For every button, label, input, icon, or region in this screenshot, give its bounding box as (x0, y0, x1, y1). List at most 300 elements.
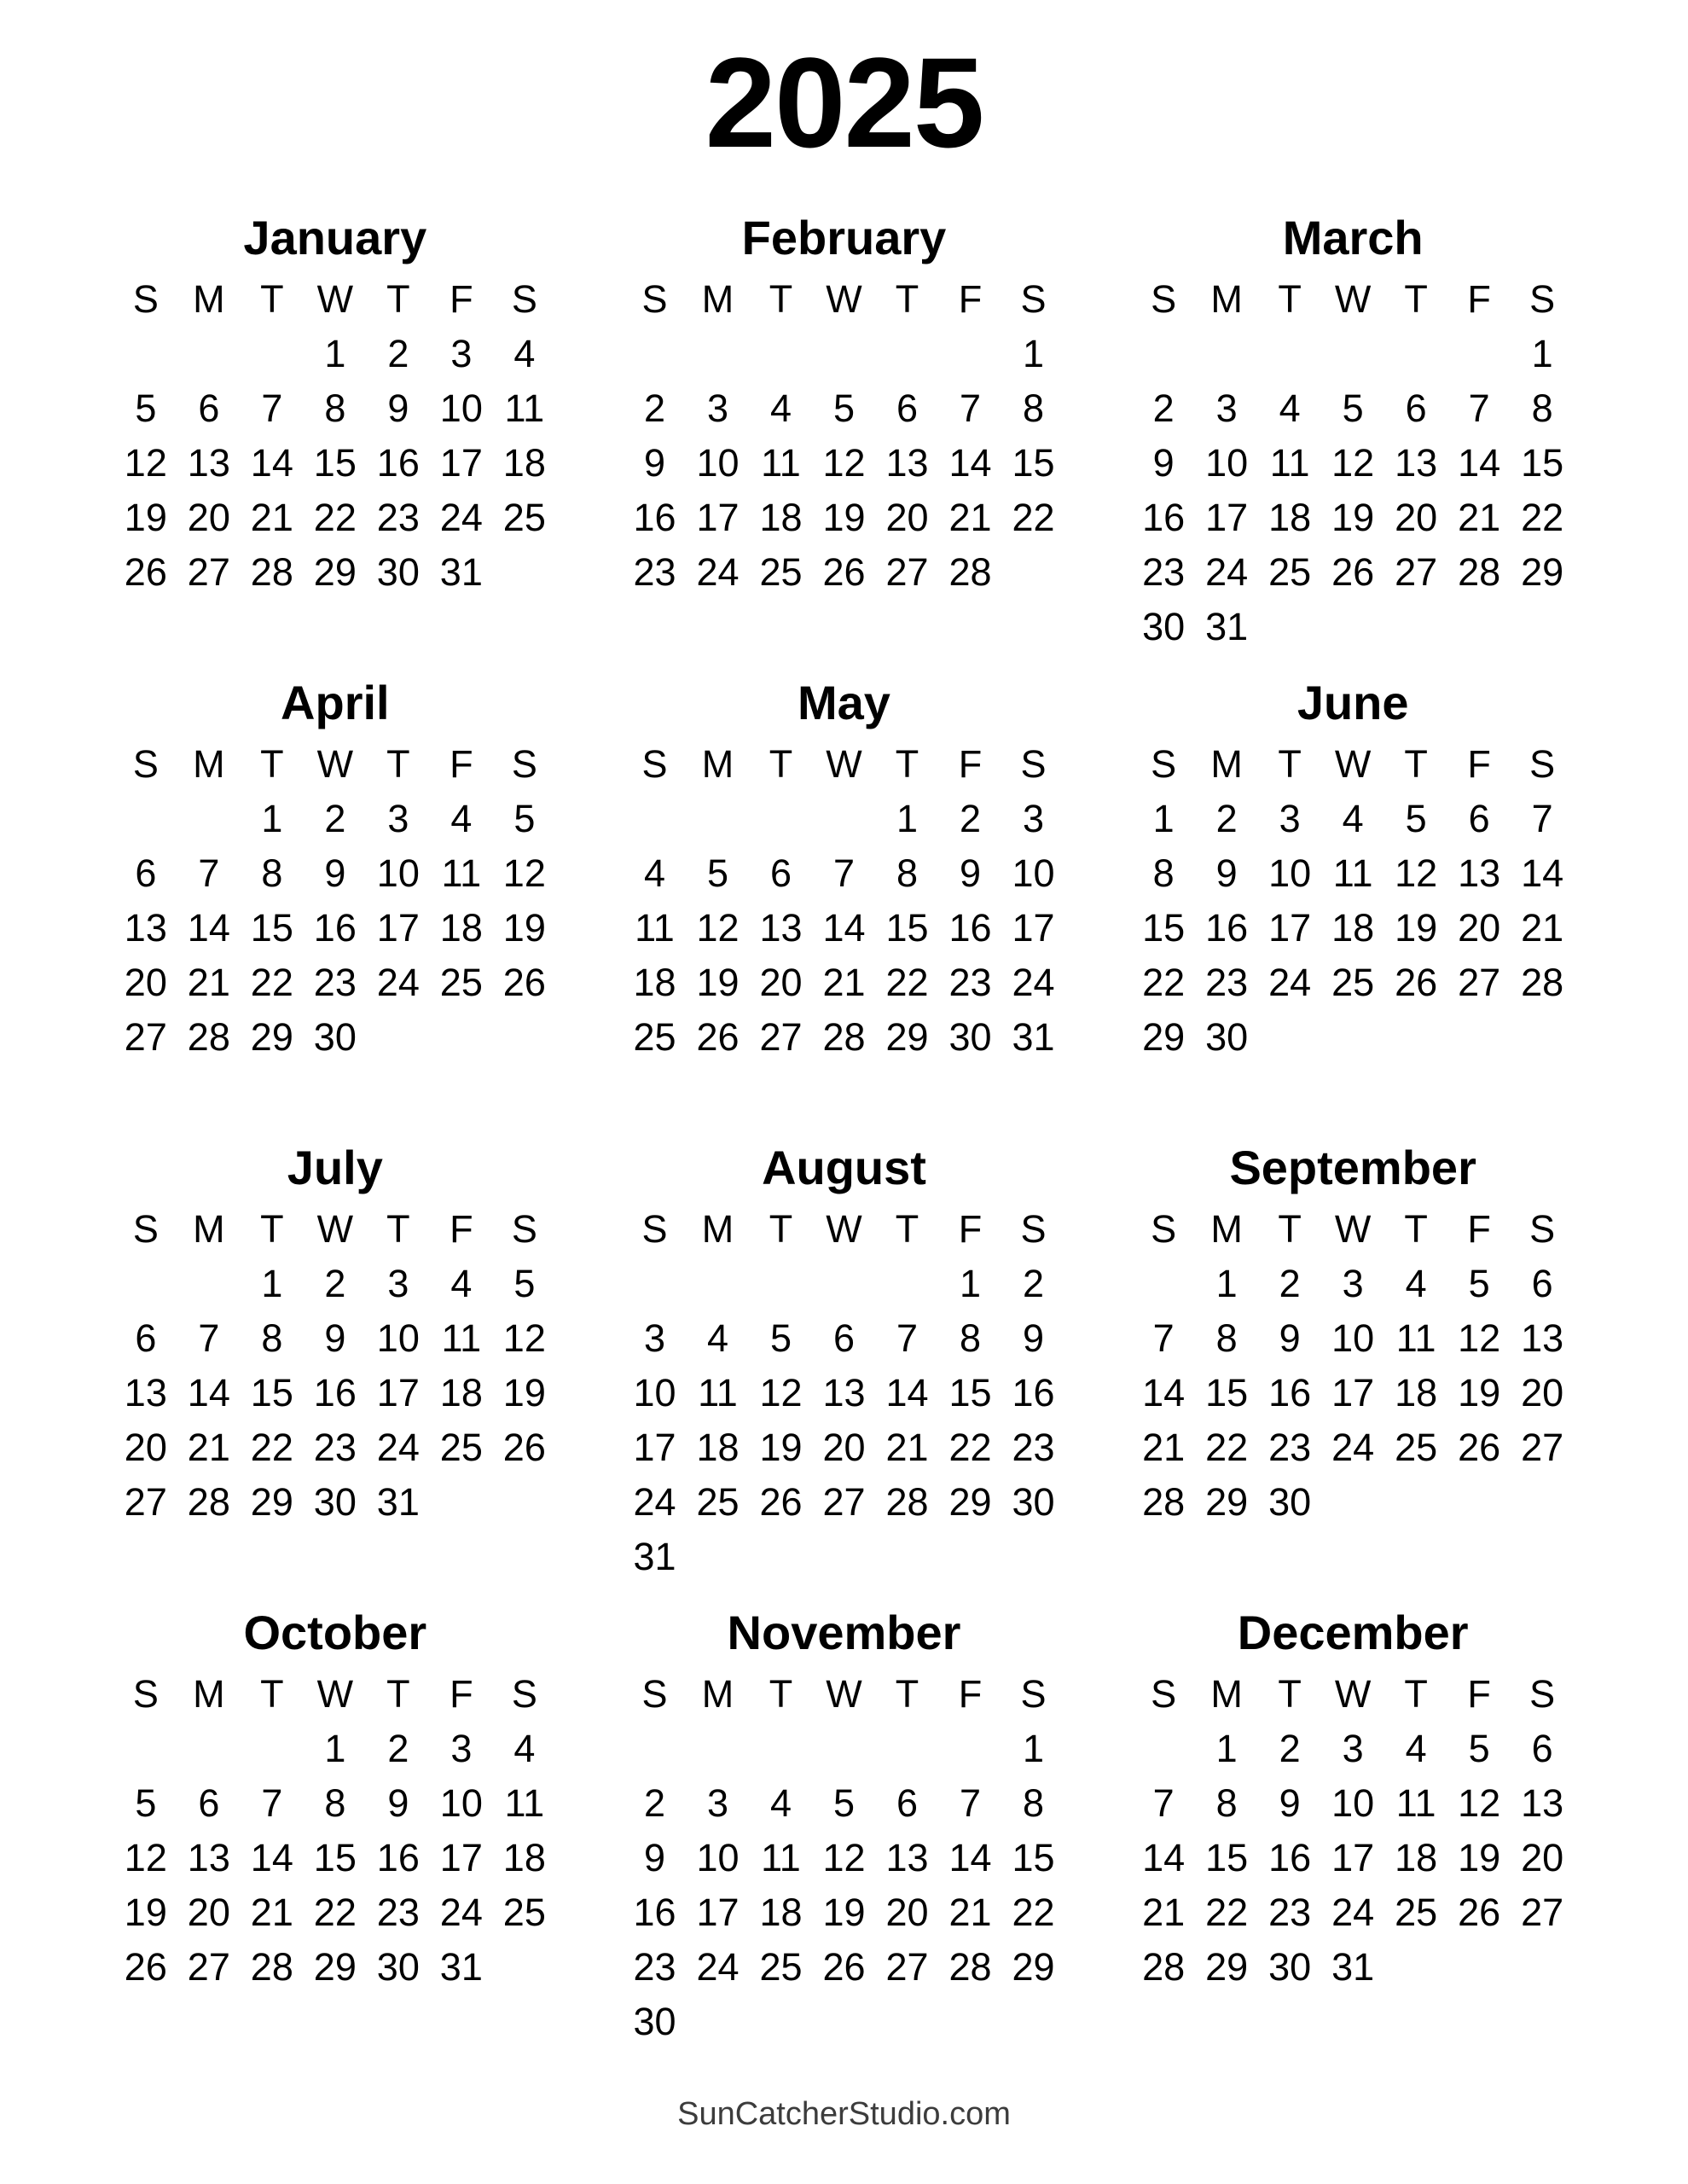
empty-day-cell (686, 327, 749, 381)
day-cell: 30 (633, 1999, 676, 2043)
day-cell: 15 (313, 1835, 357, 1879)
day-cell: 7 (261, 386, 283, 430)
day-of-week-header: T (1278, 741, 1302, 786)
day-of-week-header: M (1210, 1671, 1243, 1716)
day-cell: 20 (1521, 1370, 1564, 1414)
day-cell: 21 (187, 1425, 230, 1469)
empty-day-cell (623, 327, 686, 381)
day-cell: 13 (1521, 1780, 1564, 1825)
day-cell: 14 (250, 440, 293, 485)
empty-day-cell (1447, 600, 1511, 654)
month-day-grid (114, 1667, 556, 1995)
day-cell: 20 (124, 960, 167, 1004)
day-cell: 19 (124, 1890, 167, 1934)
empty-day-cell (1132, 1722, 1195, 1776)
day-of-week-header: S (132, 741, 159, 786)
day-cell: 4 (450, 1261, 473, 1305)
month-title: July (287, 1140, 383, 1194)
day-cell: 22 (948, 1425, 992, 1469)
month-day-grid (623, 1202, 1064, 1584)
empty-day-cell (1132, 1257, 1195, 1311)
empty-day-cell (493, 545, 556, 600)
day-cell: 4 (706, 1316, 728, 1360)
day-cell: 22 (313, 1890, 357, 1934)
day-cell: 16 (1205, 905, 1249, 950)
day-of-week-header: T (260, 276, 284, 321)
day-cell: 17 (1205, 495, 1249, 539)
day-of-week-header: M (701, 1671, 734, 1716)
day-cell: 21 (1142, 1890, 1186, 1934)
day-cell: 9 (324, 1316, 346, 1360)
day-cell: 17 (439, 440, 483, 485)
day-cell: 27 (187, 549, 230, 594)
day-cell: 5 (513, 1261, 536, 1305)
month-day-grid (623, 1667, 1064, 2049)
day-cell: 5 (832, 386, 855, 430)
day-cell: 4 (1279, 386, 1301, 430)
day-of-week-header: S (1020, 1671, 1047, 1716)
day-of-week-header: W (316, 1206, 354, 1251)
month-day-grid (623, 272, 1064, 600)
day-cell: 25 (439, 960, 483, 1004)
empty-day-cell (430, 1475, 493, 1530)
day-of-week-header: S (1151, 1206, 1177, 1251)
day-cell: 14 (187, 905, 230, 950)
day-of-week-header: F (958, 741, 983, 786)
day-cell: 22 (250, 1425, 293, 1469)
day-cell: 18 (439, 1370, 483, 1414)
day-cell: 6 (1405, 386, 1427, 430)
month-day-grid (623, 737, 1064, 1065)
day-cell: 17 (439, 1835, 483, 1879)
day-cell: 28 (1521, 960, 1564, 1004)
day-cell: 8 (1152, 851, 1175, 895)
day-of-week-header: S (641, 1671, 668, 1716)
day-cell: 2 (1279, 1261, 1301, 1305)
empty-day-cell (1384, 1010, 1447, 1065)
day-cell: 22 (1142, 960, 1186, 1004)
day-cell: 10 (1268, 851, 1312, 895)
day-cell: 28 (250, 549, 293, 594)
day-cell: 21 (885, 1425, 929, 1469)
day-cell: 26 (822, 549, 866, 594)
day-of-week-header: S (511, 1671, 537, 1716)
day-cell: 4 (769, 386, 792, 430)
day-cell: 15 (250, 905, 293, 950)
empty-day-cell (875, 1722, 938, 1776)
day-cell: 25 (759, 549, 803, 594)
empty-day-cell (749, 327, 812, 381)
day-of-week-header: T (895, 741, 919, 786)
day-of-week-header: M (1210, 276, 1243, 321)
day-cell: 19 (502, 905, 546, 950)
day-of-week-header: S (132, 276, 159, 321)
empty-day-cell (1384, 327, 1447, 381)
empty-day-cell (114, 1722, 177, 1776)
day-cell: 21 (250, 1890, 293, 1934)
month-title: October (243, 1605, 427, 1659)
day-cell: 28 (885, 1479, 929, 1524)
empty-day-cell (749, 1530, 812, 1584)
day-cell: 11 (698, 1370, 738, 1414)
day-cell: 4 (1405, 1261, 1427, 1305)
day-of-week-header: S (511, 1206, 537, 1251)
day-cell: 29 (313, 549, 357, 594)
empty-day-cell (1511, 1940, 1574, 1995)
day-cell: 9 (387, 386, 409, 430)
day-cell: 12 (759, 1370, 803, 1414)
day-cell: 24 (1012, 960, 1055, 1004)
day-cell: 29 (1521, 549, 1564, 594)
day-cell: 27 (885, 1944, 929, 1989)
day-cell: 10 (1205, 440, 1249, 485)
day-cell: 11 (761, 440, 801, 485)
day-cell: 15 (250, 1370, 293, 1414)
month-title: December (1237, 1605, 1469, 1659)
day-of-week-header: F (450, 1671, 473, 1716)
day-cell: 13 (1521, 1316, 1564, 1360)
day-cell: 10 (376, 851, 420, 895)
empty-day-cell (1321, 327, 1384, 381)
day-of-week-header: W (1334, 1671, 1372, 1716)
day-cell: 25 (502, 495, 546, 539)
day-cell: 10 (696, 1835, 740, 1879)
day-cell: 22 (1012, 495, 1055, 539)
day-cell: 7 (261, 1780, 283, 1825)
day-of-week-header: T (1404, 276, 1428, 321)
day-cell: 3 (1342, 1726, 1364, 1770)
day-cell: 6 (198, 386, 220, 430)
day-cell: 25 (759, 1944, 803, 1989)
day-cell: 29 (313, 1944, 357, 1989)
day-cell: 25 (1331, 960, 1375, 1004)
day-cell: 28 (1142, 1944, 1186, 1989)
empty-day-cell (430, 1010, 493, 1065)
day-cell: 21 (1142, 1425, 1186, 1469)
day-of-week-header: T (386, 1671, 410, 1716)
day-of-week-header: M (1210, 741, 1243, 786)
day-cell: 6 (135, 851, 157, 895)
month-day-grid (1132, 1667, 1574, 1995)
month-january (81, 211, 590, 676)
day-cell: 12 (822, 440, 866, 485)
day-cell: 15 (885, 905, 929, 950)
day-cell: 2 (324, 796, 346, 840)
day-of-week-header: S (132, 1671, 159, 1716)
day-cell: 23 (1205, 960, 1249, 1004)
day-cell: 2 (324, 1261, 346, 1305)
day-cell: 24 (1205, 549, 1249, 594)
day-cell: 19 (822, 495, 866, 539)
day-cell: 27 (187, 1944, 230, 1989)
day-cell: 2 (1279, 1726, 1301, 1770)
day-cell: 18 (759, 1890, 803, 1934)
day-of-week-header: F (958, 1206, 983, 1251)
day-cell: 24 (1268, 960, 1312, 1004)
day-cell: 15 (1205, 1370, 1249, 1414)
day-cell: 14 (1142, 1370, 1186, 1414)
day-of-week-header: F (958, 276, 983, 321)
day-cell: 19 (124, 495, 167, 539)
day-cell: 21 (948, 1890, 992, 1934)
empty-day-cell (938, 1530, 1001, 1584)
day-cell: 21 (1458, 495, 1501, 539)
day-cell: 29 (1012, 1944, 1055, 1989)
day-of-week-header: T (260, 741, 284, 786)
day-cell: 2 (387, 331, 409, 375)
day-cell: 15 (313, 440, 357, 485)
day-of-week-header: S (641, 276, 668, 321)
day-of-week-header: F (1467, 741, 1491, 786)
day-cell: 29 (250, 1014, 293, 1059)
month-title: February (741, 210, 947, 264)
day-cell: 1 (896, 796, 918, 840)
day-cell: 14 (1458, 440, 1501, 485)
empty-day-cell (749, 1995, 812, 2049)
day-of-week-header: M (193, 741, 225, 786)
day-cell: 26 (822, 1944, 866, 1989)
empty-day-cell (493, 1940, 556, 1995)
day-cell: 9 (324, 851, 346, 895)
empty-day-cell (114, 792, 177, 846)
empty-day-cell (812, 327, 875, 381)
day-cell: 18 (502, 440, 546, 485)
day-cell: 30 (313, 1014, 357, 1059)
empty-day-cell (1132, 327, 1195, 381)
day-cell: 1 (261, 1261, 283, 1305)
day-cell: 15 (1142, 905, 1186, 950)
day-cell: 5 (513, 796, 536, 840)
day-cell: 13 (885, 440, 929, 485)
day-cell: 27 (885, 549, 929, 594)
day-cell: 22 (1012, 1890, 1055, 1934)
month-september (1099, 1141, 1608, 1606)
day-cell: 23 (633, 549, 676, 594)
day-of-week-header: T (1404, 741, 1428, 786)
day-cell: 23 (313, 960, 357, 1004)
day-cell: 19 (1458, 1835, 1501, 1879)
empty-day-cell (493, 1010, 556, 1065)
day-of-week-header: S (132, 1206, 159, 1251)
day-cell: 29 (948, 1479, 992, 1524)
month-day-grid (1132, 1202, 1574, 1530)
day-of-week-header: W (316, 741, 354, 786)
day-cell: 11 (635, 905, 675, 950)
day-cell: 15 (1205, 1835, 1249, 1879)
empty-day-cell (812, 1722, 875, 1776)
day-cell: 8 (959, 1316, 981, 1360)
day-cell: 26 (1458, 1425, 1501, 1469)
day-of-week-header: T (895, 1671, 919, 1716)
day-cell: 20 (187, 495, 230, 539)
day-cell: 18 (696, 1425, 740, 1469)
day-cell: 23 (376, 1890, 420, 1934)
month-title: March (1282, 210, 1424, 264)
day-cell: 20 (1458, 905, 1501, 950)
day-of-week-header: M (701, 276, 734, 321)
day-cell: 1 (1152, 796, 1175, 840)
day-cell: 2 (643, 386, 665, 430)
day-cell: 10 (1331, 1780, 1375, 1825)
empty-day-cell (623, 792, 686, 846)
day-cell: 6 (832, 1316, 855, 1360)
day-of-week-header: T (769, 1206, 793, 1251)
month-october (81, 1606, 590, 2071)
day-cell: 26 (502, 960, 546, 1004)
day-cell: 7 (198, 851, 220, 895)
empty-day-cell (114, 1257, 177, 1311)
day-cell: 17 (696, 1890, 740, 1934)
day-of-week-header: W (826, 1206, 862, 1251)
day-cell: 13 (1395, 440, 1438, 485)
day-cell: 16 (313, 905, 357, 950)
empty-day-cell (177, 327, 241, 381)
day-cell: 17 (376, 1370, 420, 1414)
day-cell: 10 (1331, 1316, 1375, 1360)
day-of-week-header: S (1529, 1206, 1556, 1251)
day-cell: 23 (1268, 1890, 1312, 1934)
day-cell: 14 (187, 1370, 230, 1414)
day-cell: 8 (324, 1780, 346, 1825)
day-cell: 31 (439, 1944, 483, 1989)
day-cell: 11 (1395, 1316, 1436, 1360)
day-cell: 13 (822, 1370, 866, 1414)
month-title: August (762, 1140, 926, 1194)
day-cell: 7 (1531, 796, 1553, 840)
day-cell: 18 (502, 1835, 546, 1879)
day-of-week-header: T (260, 1671, 284, 1716)
day-cell: 23 (1012, 1425, 1055, 1469)
day-cell: 28 (1142, 1479, 1186, 1524)
day-cell: 3 (1342, 1261, 1364, 1305)
day-of-week-header: M (193, 276, 225, 321)
day-cell: 10 (439, 386, 483, 430)
empty-day-cell (938, 1995, 1001, 2049)
day-cell: 9 (1022, 1316, 1044, 1360)
day-cell: 18 (1395, 1835, 1438, 1879)
day-cell: 6 (769, 851, 792, 895)
month-day-grid (114, 1202, 556, 1530)
month-april (81, 676, 590, 1141)
day-cell: 10 (633, 1370, 676, 1414)
day-cell: 9 (959, 851, 981, 895)
day-cell: 4 (513, 331, 536, 375)
month-day-grid (114, 737, 556, 1065)
day-cell: 9 (643, 1835, 665, 1879)
day-cell: 20 (759, 960, 803, 1004)
day-cell: 25 (502, 1890, 546, 1934)
day-cell: 25 (1395, 1890, 1438, 1934)
day-cell: 24 (696, 549, 740, 594)
day-cell: 26 (1395, 960, 1438, 1004)
empty-day-cell (1321, 1010, 1384, 1065)
day-of-week-header: T (1404, 1206, 1428, 1251)
day-of-week-header: T (260, 1206, 284, 1251)
day-of-week-header: M (701, 1206, 734, 1251)
day-cell: 2 (959, 796, 981, 840)
day-cell: 5 (1342, 386, 1364, 430)
day-cell: 2 (1022, 1261, 1044, 1305)
day-cell: 7 (198, 1316, 220, 1360)
month-july (81, 1141, 590, 1606)
empty-day-cell (749, 792, 812, 846)
day-cell: 5 (1468, 1261, 1490, 1305)
day-cell: 18 (1395, 1370, 1438, 1414)
footer-credit: SunCatcherStudio.com (677, 2095, 1011, 2132)
day-cell: 17 (1331, 1835, 1375, 1879)
empty-day-cell (367, 1010, 430, 1065)
day-of-week-header: M (701, 741, 734, 786)
day-cell: 11 (504, 1780, 545, 1825)
day-cell: 17 (633, 1425, 676, 1469)
day-cell: 11 (1395, 1780, 1436, 1825)
day-cell: 25 (696, 1479, 740, 1524)
day-cell: 6 (1531, 1726, 1553, 1770)
day-cell: 17 (1331, 1370, 1375, 1414)
day-cell: 1 (1022, 1726, 1044, 1770)
empty-day-cell (686, 1530, 749, 1584)
day-cell: 7 (832, 851, 855, 895)
day-cell: 3 (1279, 796, 1301, 840)
day-of-week-header: T (386, 741, 410, 786)
day-cell: 24 (1331, 1890, 1375, 1934)
day-cell: 26 (759, 1479, 803, 1524)
day-cell: 16 (376, 440, 420, 485)
empty-day-cell (749, 1257, 812, 1311)
day-cell: 27 (124, 1479, 167, 1524)
day-of-week-header: W (826, 741, 862, 786)
day-cell: 7 (959, 1780, 981, 1825)
empty-day-cell (177, 792, 241, 846)
day-cell: 19 (502, 1370, 546, 1414)
day-cell: 28 (948, 1944, 992, 1989)
day-cell: 8 (1022, 1780, 1044, 1825)
day-of-week-header: T (1278, 1206, 1302, 1251)
empty-day-cell (1258, 1010, 1321, 1065)
day-cell: 1 (324, 331, 346, 375)
day-cell: 12 (124, 440, 167, 485)
day-cell: 11 (504, 386, 545, 430)
day-of-week-header: S (641, 1206, 668, 1251)
empty-day-cell (1321, 1475, 1384, 1530)
day-cell: 12 (502, 851, 546, 895)
day-cell: 7 (1468, 386, 1490, 430)
day-cell: 5 (769, 1316, 792, 1360)
month-title: November (727, 1605, 961, 1659)
day-cell: 4 (643, 851, 665, 895)
day-of-week-header: S (641, 741, 668, 786)
day-cell: 1 (1215, 1726, 1238, 1770)
empty-day-cell (1001, 1530, 1064, 1584)
empty-day-cell (1447, 1010, 1511, 1065)
day-cell: 27 (822, 1479, 866, 1524)
day-cell: 8 (1215, 1780, 1238, 1825)
day-cell: 14 (250, 1835, 293, 1879)
day-of-week-header: W (1334, 276, 1372, 321)
day-cell: 29 (250, 1479, 293, 1524)
day-cell: 28 (822, 1014, 866, 1059)
day-cell: 31 (1012, 1014, 1055, 1059)
day-cell: 24 (439, 495, 483, 539)
day-cell: 4 (1342, 796, 1364, 840)
month-march (1099, 211, 1608, 676)
day-of-week-header: W (1334, 1206, 1372, 1251)
day-of-week-header: T (1278, 276, 1302, 321)
day-cell: 12 (1395, 851, 1438, 895)
empty-day-cell (1258, 327, 1321, 381)
day-of-week-header: F (1467, 276, 1491, 321)
day-cell: 16 (633, 1890, 676, 1934)
